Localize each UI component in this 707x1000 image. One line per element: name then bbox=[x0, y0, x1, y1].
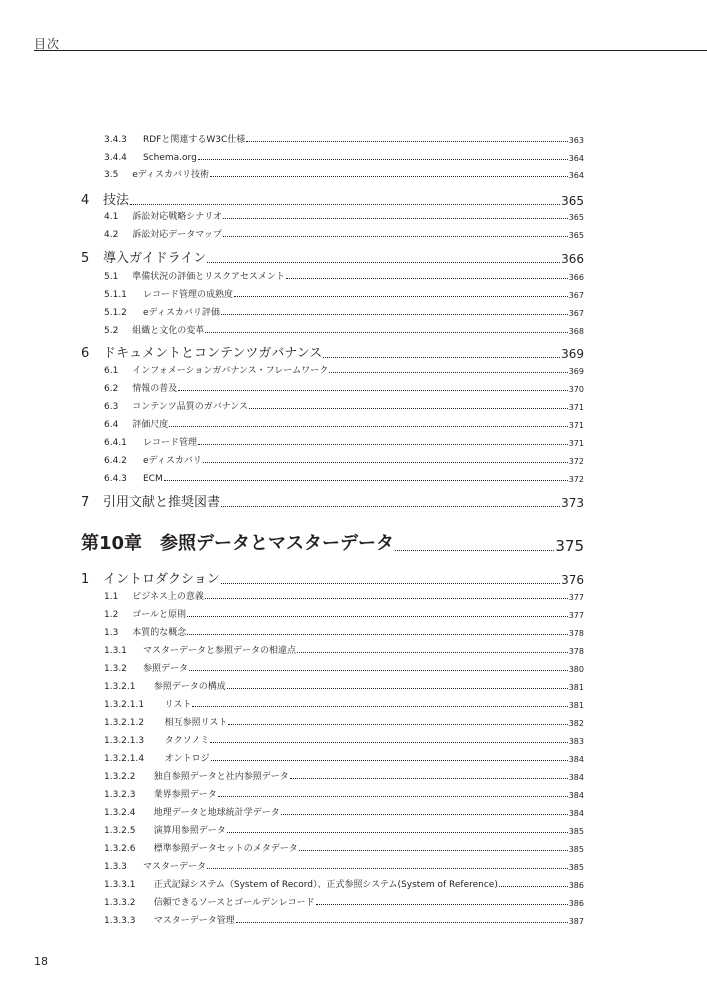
toc-entry-page: 384 bbox=[568, 791, 584, 800]
toc-entry-title: 本質的な概念 bbox=[132, 628, 187, 638]
toc-leader-dots bbox=[207, 868, 568, 869]
toc-entry bbox=[104, 716, 584, 728]
toc-entry-title: 引用文献と推奨図書 bbox=[103, 495, 221, 510]
toc-leader-dots bbox=[130, 204, 560, 205]
toc-entry-page: 372 bbox=[568, 457, 584, 466]
toc-entry-number: 1.3.2.4 bbox=[104, 808, 136, 818]
toc-entry-number: 4.1 bbox=[104, 212, 119, 222]
toc-entry-page: 372 bbox=[568, 475, 584, 484]
toc-entry-number: 6.4.3 bbox=[104, 474, 127, 484]
toc-entry bbox=[104, 454, 584, 466]
toc-leader-dots bbox=[187, 634, 568, 635]
toc-leader-dots bbox=[221, 314, 568, 315]
toc-entry-page: 373 bbox=[561, 496, 584, 510]
toc-entry-number: 1.2 bbox=[104, 610, 119, 620]
toc-leader-dots bbox=[290, 778, 568, 779]
toc-entry-page: 364 bbox=[568, 154, 584, 163]
toc-entry-number: 1.3.3 bbox=[104, 862, 127, 872]
toc-entry-page: 377 bbox=[568, 611, 584, 620]
toc-entry-title: 信頼できるソースとゴールデンレコード bbox=[153, 898, 315, 908]
toc-entry-title: レコード管理 bbox=[143, 438, 198, 448]
toc-leader-dots bbox=[249, 408, 568, 409]
toc-leader-dots bbox=[221, 506, 560, 507]
toc-entry-number: 1.3.2.2 bbox=[104, 772, 136, 782]
toc-entry bbox=[104, 306, 584, 318]
toc-entry bbox=[81, 494, 584, 510]
toc-entry-number: 1.3.3.1 bbox=[104, 880, 136, 890]
toc-entry-number: 3.4.3 bbox=[104, 135, 127, 145]
toc-entry-title: リスト bbox=[164, 700, 192, 710]
toc-entry bbox=[104, 270, 584, 282]
toc-entry-page: 380 bbox=[568, 665, 584, 674]
toc-entry-title: 地理データと地球統計学データ bbox=[153, 808, 280, 818]
toc-entry bbox=[104, 133, 584, 145]
toc-entry-title: タクソノミ bbox=[164, 736, 210, 746]
toc-entry bbox=[104, 324, 584, 336]
toc-entry-title: eディスカバリ技術 bbox=[132, 170, 210, 180]
toc-entry bbox=[104, 680, 584, 692]
toc-leader-dots bbox=[316, 904, 568, 905]
toc-leader-dots bbox=[323, 357, 560, 358]
toc-entry-title: 情報の普及 bbox=[132, 384, 178, 394]
toc-entry bbox=[81, 571, 584, 587]
toc-entry-page: 384 bbox=[568, 755, 584, 764]
toc-entry bbox=[104, 210, 584, 222]
toc-leader-dots bbox=[246, 141, 567, 142]
toc-entry-number: 6.4.1 bbox=[104, 438, 127, 448]
toc-entry-page: 365 bbox=[561, 194, 584, 208]
page-number: 18 bbox=[34, 955, 48, 968]
toc-entry-number: 1.3.2.3 bbox=[104, 790, 136, 800]
toc-entry bbox=[104, 896, 584, 908]
toc-entry-title: 参照データ bbox=[143, 664, 189, 674]
toc-entry bbox=[104, 824, 584, 836]
toc-leader-dots bbox=[499, 886, 568, 887]
toc-leader-dots bbox=[299, 850, 568, 851]
toc-leader-dots bbox=[218, 796, 568, 797]
toc-entry-number: 1.1 bbox=[104, 592, 119, 602]
toc-entry-page: 367 bbox=[568, 309, 584, 318]
toc-leader-dots bbox=[329, 372, 567, 373]
toc-leader-dots bbox=[210, 176, 568, 177]
toc-chapter-entry bbox=[81, 533, 584, 555]
toc-entry-page: 381 bbox=[568, 701, 584, 710]
toc-leader-dots bbox=[187, 616, 568, 617]
toc-leader-dots bbox=[223, 236, 568, 237]
toc-entry-title: マスターデータ bbox=[143, 862, 207, 872]
toc-entry bbox=[104, 168, 584, 180]
toc-entry bbox=[104, 418, 584, 430]
toc-entry-title: 独自参照データと社内参照データ bbox=[153, 772, 289, 782]
toc-entry bbox=[104, 590, 584, 602]
toc-leader-dots bbox=[236, 922, 568, 923]
toc-entry-title: 準備状況の評価とリスクアセスメント bbox=[132, 272, 285, 282]
toc-leader-dots bbox=[203, 462, 568, 463]
toc-entry bbox=[81, 192, 584, 208]
toc-entry-number: 3.4.4 bbox=[104, 153, 127, 163]
toc-entry-title: イントロダクション bbox=[103, 572, 220, 587]
toc-entry bbox=[104, 914, 584, 926]
toc-entry bbox=[104, 842, 584, 854]
toc-entry bbox=[104, 436, 584, 448]
toc-leader-dots bbox=[198, 444, 568, 445]
toc-entry bbox=[104, 698, 584, 710]
toc-entry-page: 378 bbox=[568, 647, 584, 656]
toc-entry-number: 1.3.2.5 bbox=[104, 826, 136, 836]
toc-entry bbox=[104, 626, 584, 638]
toc-entry bbox=[104, 288, 584, 300]
toc-entry-title: RDFと関連するW3C仕様 bbox=[143, 135, 246, 145]
toc-entry bbox=[104, 662, 584, 674]
toc-leader-dots bbox=[228, 724, 567, 725]
toc-entry-number: 1.3.3.2 bbox=[104, 898, 136, 908]
toc-entry-number: 1.3.2.1.4 bbox=[104, 754, 145, 764]
toc-entry-page: 371 bbox=[568, 403, 584, 412]
toc-entry-title: ゴールと原則 bbox=[132, 610, 187, 620]
toc-entry-page: 363 bbox=[568, 136, 584, 145]
toc-entry bbox=[104, 770, 584, 782]
toc-entry bbox=[81, 250, 584, 266]
toc-leader-dots bbox=[297, 652, 568, 653]
toc-entry bbox=[104, 878, 584, 890]
toc-entry bbox=[104, 364, 584, 376]
toc-entry bbox=[81, 345, 584, 361]
toc-entry-number: 1.3.2.1 bbox=[104, 682, 136, 692]
toc-entry-number: 1.3.2.1.2 bbox=[104, 718, 145, 728]
toc-entry-page: 365 bbox=[568, 231, 584, 240]
toc-entry-number: 1.3 bbox=[104, 628, 119, 638]
toc-entry-page: 385 bbox=[568, 863, 584, 872]
toc-entry bbox=[104, 860, 584, 872]
toc-entry-title: 導入ガイドライン bbox=[103, 251, 207, 266]
toc-entry-number: 6.4 bbox=[104, 420, 119, 430]
toc-entry bbox=[104, 608, 584, 620]
toc-leader-dots bbox=[221, 583, 560, 584]
toc-entry-number: 1.3.2.6 bbox=[104, 844, 136, 854]
toc-leader-dots bbox=[169, 426, 568, 427]
toc-entry bbox=[104, 752, 584, 764]
toc-entry-page: 369 bbox=[568, 367, 584, 376]
toc-entry-number: 6.1 bbox=[104, 366, 119, 376]
toc-entry-title: オントロジ bbox=[164, 754, 210, 764]
toc-entry-title: 評価尺度 bbox=[132, 420, 169, 430]
toc-entry-page: 364 bbox=[568, 171, 584, 180]
toc-entry-number: 6.2 bbox=[104, 384, 119, 394]
toc-entry-number: 1.3.2.1.3 bbox=[104, 736, 145, 746]
toc-entry-number: 6 bbox=[81, 346, 90, 361]
toc-entry-page: 371 bbox=[568, 439, 584, 448]
toc-entry-number: 1.3.1 bbox=[104, 646, 127, 656]
running-head-title: 目次 bbox=[34, 37, 61, 51]
toc-entry bbox=[104, 400, 584, 412]
toc-entry-page: 386 bbox=[568, 881, 584, 890]
toc-entry bbox=[104, 644, 584, 656]
toc-entry-title: 参照データの構成 bbox=[153, 682, 226, 692]
toc-entry-page: 368 bbox=[568, 327, 584, 336]
toc-leader-dots bbox=[205, 332, 568, 333]
toc-entry-title: ビジネス上の意義 bbox=[132, 592, 204, 602]
toc-entry-title: ドキュメントとコンテンツガバナンス bbox=[103, 346, 323, 361]
toc-entry-number: 1.3.2 bbox=[104, 664, 127, 674]
toc-entry-title: インフォメーションガバナンス・フレームワーク bbox=[132, 366, 329, 376]
toc-entry-title: 標準参照データセットのメタデータ bbox=[153, 844, 298, 854]
toc-entry-number: 5.1 bbox=[104, 272, 119, 282]
toc-entry-number: 5.1.1 bbox=[104, 290, 127, 300]
toc-entry-title: eディスカバリ bbox=[143, 456, 202, 466]
toc-entry-page: 365 bbox=[568, 213, 584, 222]
toc-entry-number: 1 bbox=[81, 572, 90, 587]
toc-entry-title: 正式記録システム（System of Record）、正式参照システム(System of Reference) bbox=[153, 880, 498, 890]
toc-entry-page: 370 bbox=[568, 385, 584, 394]
toc-entry-title: レコード管理の成熟度 bbox=[143, 290, 234, 300]
toc-leader-dots bbox=[198, 159, 568, 160]
toc-entry-number: 6.3 bbox=[104, 402, 119, 412]
toc-entry-page: 369 bbox=[561, 347, 584, 361]
toc-entry-title: 技法 bbox=[103, 193, 130, 208]
toc-entry-page: 383 bbox=[568, 737, 584, 746]
toc-entry-number: 4.2 bbox=[104, 230, 119, 240]
toc-entry-page: 384 bbox=[568, 773, 584, 782]
toc-entry-page: 375 bbox=[555, 537, 584, 555]
toc-entry-page: 378 bbox=[568, 629, 584, 638]
toc-leader-dots bbox=[395, 550, 554, 551]
toc-leader-dots bbox=[210, 742, 567, 743]
toc-leader-dots bbox=[281, 814, 568, 815]
toc-entry-title: 組織と文化の変革 bbox=[132, 326, 205, 336]
toc-leader-dots bbox=[223, 218, 568, 219]
toc-leader-dots bbox=[205, 598, 568, 599]
toc-entry-page: 386 bbox=[568, 899, 584, 908]
toc-entry bbox=[104, 806, 584, 818]
toc-entry-title: ECM bbox=[143, 474, 163, 484]
toc-entry-number: 7 bbox=[81, 495, 90, 510]
toc-entry bbox=[104, 734, 584, 746]
toc-entry-page: 371 bbox=[568, 421, 584, 430]
toc-entry-page: 382 bbox=[568, 719, 584, 728]
toc-entry-page: 381 bbox=[568, 683, 584, 692]
toc-leader-dots bbox=[207, 262, 560, 263]
toc-leader-dots bbox=[227, 688, 568, 689]
toc-entry-title: 相互参照リスト bbox=[164, 718, 228, 728]
toc-entry-page: 377 bbox=[568, 593, 584, 602]
toc-entry-title: eディスカバリ評価 bbox=[143, 308, 220, 318]
toc-entry-title: 第10章 参照データとマスターデータ bbox=[81, 533, 395, 554]
toc-entry-title: 業界参照データ bbox=[153, 790, 217, 800]
toc-entry-number: 6.4.2 bbox=[104, 456, 127, 466]
toc-leader-dots bbox=[189, 670, 568, 671]
toc-entry-page: 366 bbox=[561, 252, 584, 266]
toc-leader-dots bbox=[211, 760, 568, 761]
toc-entry-title: コンテンツ品質のガバナンス bbox=[132, 402, 249, 412]
toc-entry bbox=[104, 382, 584, 394]
toc-leader-dots bbox=[234, 296, 568, 297]
toc-entry-title: 訴訟対応戦略シナリオ bbox=[132, 212, 223, 222]
toc-entry bbox=[104, 228, 584, 240]
toc-entry-page: 367 bbox=[568, 291, 584, 300]
toc-entry-title: 訴訟対応データマップ bbox=[132, 230, 222, 240]
toc-entry-number: 1.3.3.3 bbox=[104, 916, 136, 926]
toc-leader-dots bbox=[192, 706, 567, 707]
toc-entry-number: 4 bbox=[81, 193, 90, 208]
toc-entry-title: Schema.org bbox=[143, 153, 197, 163]
toc-leader-dots bbox=[164, 480, 568, 481]
toc-entry-page: 384 bbox=[568, 809, 584, 818]
toc-entry bbox=[104, 472, 584, 484]
toc-entry-number: 1.3.2.1.1 bbox=[104, 700, 145, 710]
toc-leader-dots bbox=[286, 278, 568, 279]
header-rule bbox=[34, 50, 707, 51]
toc-entry-page: 387 bbox=[568, 917, 584, 926]
toc-leader-dots bbox=[227, 832, 568, 833]
toc-entry-page: 385 bbox=[568, 827, 584, 836]
toc-entry bbox=[104, 788, 584, 800]
toc-entry bbox=[104, 151, 584, 163]
toc-entry-page: 376 bbox=[561, 573, 584, 587]
toc-entry-number: 5.1.2 bbox=[104, 308, 127, 318]
toc-entry-title: 演算用参照データ bbox=[153, 826, 226, 836]
toc-entry-number: 3.5 bbox=[104, 170, 119, 180]
toc-entry-title: マスターデータと参照データの相違点 bbox=[143, 646, 297, 656]
toc-leader-dots bbox=[178, 390, 568, 391]
toc-entry-page: 366 bbox=[568, 273, 584, 282]
toc-entry-title: マスターデータ管理 bbox=[153, 916, 235, 926]
toc-entry-number: 5 bbox=[81, 251, 90, 266]
toc-entry-page: 385 bbox=[568, 845, 584, 854]
toc-entry-number: 5.2 bbox=[104, 326, 119, 336]
